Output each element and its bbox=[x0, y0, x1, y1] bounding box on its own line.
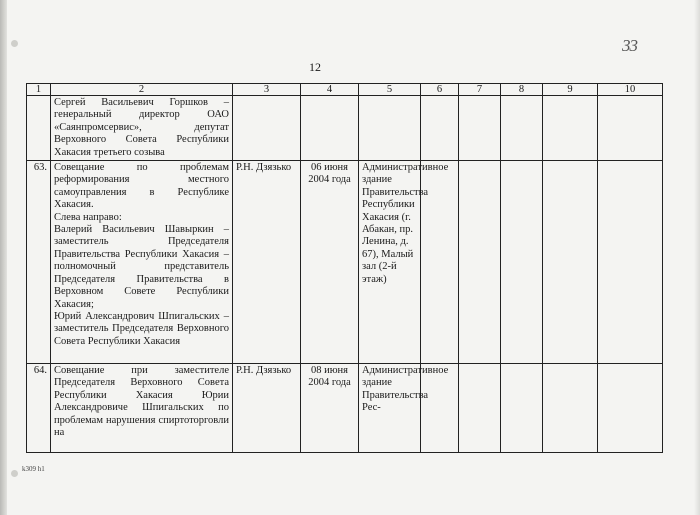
empty-cell bbox=[459, 364, 501, 453]
row-number: 63. bbox=[27, 161, 51, 364]
empty-cell bbox=[543, 96, 598, 161]
corner-page-number: 33 bbox=[622, 36, 637, 55]
empty-cell bbox=[459, 161, 501, 364]
event-description-cell bbox=[51, 364, 233, 453]
responsible-person bbox=[233, 96, 301, 161]
column-number: 5 bbox=[359, 84, 421, 96]
column-number: 4 bbox=[301, 84, 359, 96]
empty-cell bbox=[598, 364, 663, 453]
event-date: 08 июня 2004 года bbox=[301, 364, 359, 453]
page-number: 12 bbox=[309, 60, 321, 74]
column-number: 2 bbox=[51, 84, 233, 96]
empty-cell bbox=[501, 96, 543, 161]
footer-code: k309 h1 bbox=[22, 465, 45, 473]
empty-cell bbox=[543, 364, 598, 453]
binder-hole bbox=[11, 40, 18, 47]
column-number: 3 bbox=[233, 84, 301, 96]
binder-hole bbox=[11, 470, 18, 477]
column-number-row bbox=[27, 84, 663, 96]
table-row bbox=[27, 364, 663, 453]
scan-right-shadow bbox=[694, 0, 700, 515]
event-description: Совещание при заместителе Председателя Верховного Совета Республики Хакасия Юрии Александровиче Шпигальских по проблемам нарушения спиртоторговли на bbox=[54, 365, 229, 439]
schedule-table bbox=[26, 83, 663, 453]
column-number: 10 bbox=[598, 84, 663, 96]
event-date bbox=[301, 96, 359, 161]
event-description: Совещание по проблемам реформирования местного самоуправления в Республике Хакасия. Слева направо: Валерий Васильевич Шавыркин – заместитель Председателя Правительства Республики Хакасия – полномочный представитель Председателя Правительства в Верховном Совете Республики Хакасия; Юрий Александрович Шпигальских – заместитель Председателя Верховного Совета Республики Хакасия bbox=[51, 161, 233, 364]
column-number: 9 bbox=[543, 84, 598, 96]
empty-cell bbox=[459, 96, 501, 161]
empty-cell bbox=[543, 161, 598, 364]
event-description: Сергей Васильевич Горшков – генеральный директор ОАО «Саянпромсервис», депутат Верховного Совета Республики Хакасия третьего созыва bbox=[51, 96, 233, 161]
event-location-cell bbox=[359, 364, 449, 453]
empty-cell bbox=[421, 96, 459, 161]
event-location bbox=[359, 96, 421, 161]
event-location: Административное здание Правительства Республики Хакасия (г. Абакан, пр. Ленина, д. 67), Малый зал (2-й этаж) bbox=[359, 161, 421, 364]
event-date: 06 июня 2004 года bbox=[301, 161, 359, 364]
empty-cell bbox=[598, 161, 663, 364]
column-number: 7 bbox=[459, 84, 501, 96]
column-number: 1 bbox=[27, 84, 51, 96]
table-row bbox=[27, 161, 663, 364]
column-number: 6 bbox=[421, 84, 459, 96]
row-number: 64. bbox=[27, 364, 51, 453]
event-location: Административное здание Правительства Рес- bbox=[362, 365, 449, 414]
column-number: 8 bbox=[501, 84, 543, 96]
empty-cell bbox=[501, 161, 543, 364]
responsible-person: Р.Н. Дзязько bbox=[233, 161, 301, 364]
row-number bbox=[27, 96, 51, 161]
empty-cell bbox=[501, 364, 543, 453]
empty-cell bbox=[598, 96, 663, 161]
responsible-person: Р.Н. Дзязько bbox=[233, 364, 301, 453]
table-row bbox=[27, 96, 663, 161]
empty-cell bbox=[421, 364, 459, 453]
scan-left-edge bbox=[0, 0, 7, 515]
